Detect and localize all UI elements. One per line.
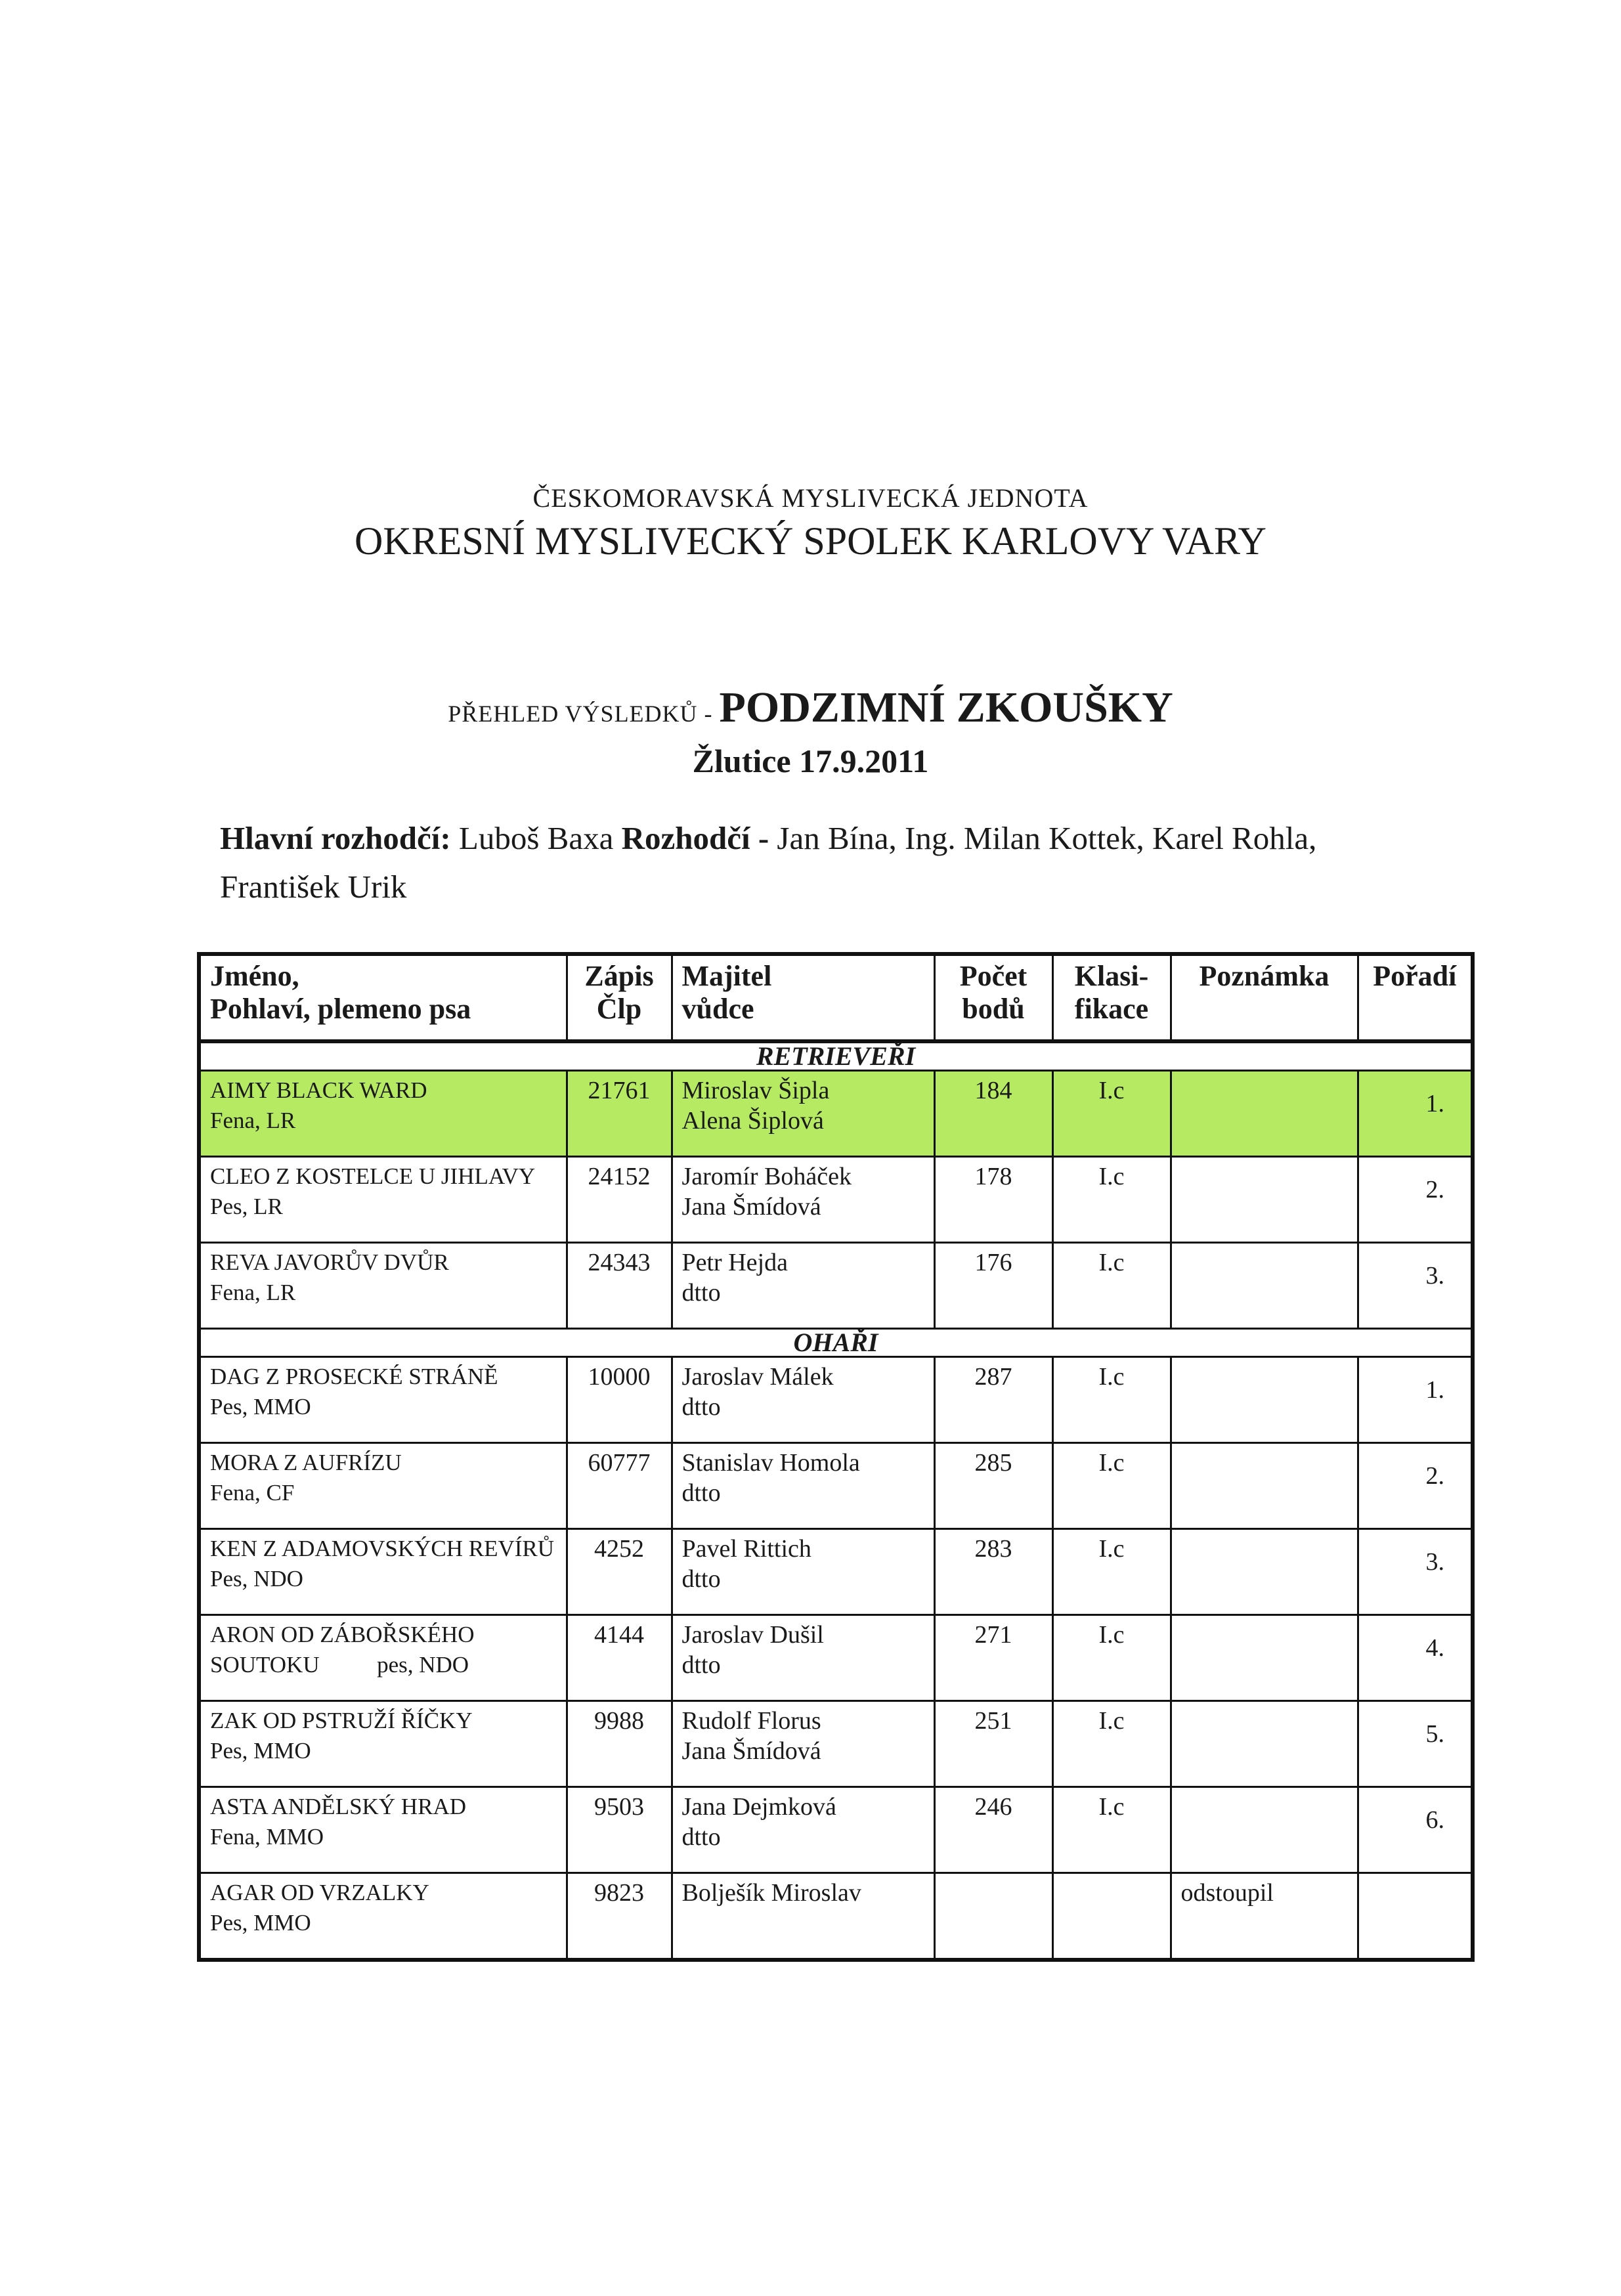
cell-points xyxy=(934,1443,1052,1529)
cell-class xyxy=(1052,1615,1171,1701)
handler-name: dtto xyxy=(681,1823,721,1851)
points-value: 178 xyxy=(974,1163,1012,1190)
dog-sex-breed: Fena, MMO xyxy=(210,1824,324,1850)
dog-name: REVA JAVORŮV DVŮR xyxy=(210,1249,449,1275)
cell-class xyxy=(1052,1157,1171,1243)
cell-owner xyxy=(672,1615,934,1701)
owner-name: Bolješík Miroslav xyxy=(681,1879,861,1907)
cell-dog xyxy=(199,1443,567,1529)
cell-owner xyxy=(672,1357,934,1443)
rank-value: 3. xyxy=(1425,1548,1444,1576)
date-place: Žlutice 17.9.2011 xyxy=(692,743,929,779)
cell-rank xyxy=(1358,1615,1473,1701)
section-title: OHAŘI xyxy=(199,1329,1473,1357)
class-value: I.c xyxy=(1098,1449,1125,1477)
cell-rank xyxy=(1358,1357,1473,1443)
cell-points xyxy=(934,1071,1052,1157)
table-row xyxy=(199,1071,1473,1157)
zapis-number: 4252 xyxy=(594,1535,644,1563)
col-header-class: Klasi- fikace xyxy=(1052,954,1171,1041)
cell-class xyxy=(1052,1701,1171,1787)
cell-zapis xyxy=(567,1157,672,1243)
head-judge-name: Luboš Baxa xyxy=(450,820,622,856)
cell-dog xyxy=(199,1787,567,1873)
points-value: 176 xyxy=(974,1249,1012,1276)
handler-name: dtto xyxy=(681,1651,721,1679)
dog-name: ARON OD ZÁBOŘSKÉHO xyxy=(210,1622,475,1647)
points-value: 271 xyxy=(974,1621,1012,1649)
rank-value: 1. xyxy=(1425,1376,1444,1404)
dog-sex-breed: Pes, LR xyxy=(210,1194,283,1219)
dog-sex-breed: Fena, CF xyxy=(210,1480,295,1505)
cell-rank xyxy=(1358,1443,1473,1529)
cell-note xyxy=(1171,1529,1358,1615)
cell-owner xyxy=(672,1701,934,1787)
note-text: odstoupil xyxy=(1180,1879,1274,1907)
cell-rank xyxy=(1358,1701,1473,1787)
owner-name: Jana Dejmková xyxy=(681,1793,836,1821)
cell-owner xyxy=(672,1873,934,1960)
owner-name: Jaroslav Málek xyxy=(681,1363,834,1391)
col-header-name: Jméno, Pohlaví, plemeno psa xyxy=(199,954,567,1041)
cell-rank xyxy=(1358,1243,1473,1329)
cell-rank xyxy=(1358,1873,1473,1960)
cell-owner xyxy=(672,1071,934,1157)
points-value: 283 xyxy=(974,1535,1012,1563)
dog-name: ZAK OD PSTRUŽÍ ŘÍČKY xyxy=(210,1708,473,1733)
table-row xyxy=(199,1701,1473,1787)
class-value: I.c xyxy=(1098,1793,1125,1821)
points-value: 184 xyxy=(974,1077,1012,1104)
class-value: I.c xyxy=(1098,1707,1125,1735)
table-header-row xyxy=(199,954,1473,1041)
rank-value: 1. xyxy=(1425,1090,1444,1117)
table-row xyxy=(199,1787,1473,1873)
table-row xyxy=(199,1243,1473,1329)
cell-owner xyxy=(672,1529,934,1615)
judges-line xyxy=(220,814,1402,911)
table-row xyxy=(199,1615,1473,1701)
cell-note xyxy=(1171,1071,1358,1157)
overview-prefix: PŘEHLED VÝSLEDKŮ - xyxy=(448,701,720,727)
cell-points xyxy=(934,1157,1052,1243)
rank-value: 6. xyxy=(1425,1806,1444,1834)
cell-points xyxy=(934,1529,1052,1615)
org-line2: OKRESNÍ MYSLIVECKÝ SPOLEK KARLOVY VARY xyxy=(354,519,1267,563)
cell-zapis xyxy=(567,1357,672,1443)
cell-points xyxy=(934,1615,1052,1701)
table-row xyxy=(199,1157,1473,1243)
cell-dog xyxy=(199,1529,567,1615)
col-header-points: Počet bodů xyxy=(934,954,1052,1041)
class-value: I.c xyxy=(1098,1249,1125,1276)
cell-rank xyxy=(1358,1071,1473,1157)
cell-zapis xyxy=(567,1615,672,1701)
zapis-number: 24343 xyxy=(588,1249,651,1276)
section-row xyxy=(199,1329,1473,1357)
table-row xyxy=(199,1529,1473,1615)
cell-dog xyxy=(199,1071,567,1157)
zapis-number: 24152 xyxy=(588,1163,651,1190)
handler-name: dtto xyxy=(681,1479,721,1507)
cell-points xyxy=(934,1357,1052,1443)
cell-note xyxy=(1171,1701,1358,1787)
cell-points xyxy=(934,1243,1052,1329)
zapis-number: 60777 xyxy=(588,1449,651,1477)
rank-value: 2. xyxy=(1425,1176,1444,1203)
dog-sex-breed: Fena, LR xyxy=(210,1280,296,1305)
cell-note xyxy=(1171,1787,1358,1873)
dog-name: AGAR OD VRZALKY xyxy=(210,1880,429,1905)
zapis-number: 9823 xyxy=(594,1879,644,1907)
col-header-note: Poznámka xyxy=(1171,954,1358,1041)
handler-name: dtto xyxy=(681,1565,721,1593)
cell-points xyxy=(934,1787,1052,1873)
cell-note xyxy=(1171,1357,1358,1443)
cell-note xyxy=(1171,1443,1358,1529)
dog-sex-breed: Pes, MMO xyxy=(210,1910,311,1936)
dog-sex-breed: Pes, MMO xyxy=(210,1738,311,1764)
owner-name: Pavel Rittich xyxy=(681,1535,811,1563)
zapis-number: 9503 xyxy=(594,1793,644,1821)
points-value: 251 xyxy=(974,1707,1012,1735)
org-line1: ČESKOMORAVSKÁ MYSLIVECKÁ JEDNOTA xyxy=(532,483,1089,513)
owner-name: Rudolf Florus xyxy=(681,1707,821,1735)
cell-owner xyxy=(672,1157,934,1243)
rank-value: 5. xyxy=(1425,1720,1444,1748)
cell-dog xyxy=(199,1701,567,1787)
col-header-owner: Majitel vůdce xyxy=(672,954,934,1041)
head-judge-label: Hlavní rozhodčí: xyxy=(220,820,451,856)
class-value: I.c xyxy=(1098,1621,1125,1649)
dog-name: DAG Z PROSECKÉ STRÁNĚ xyxy=(210,1364,498,1389)
rank-value: 2. xyxy=(1425,1462,1444,1490)
rank-value: 4. xyxy=(1425,1634,1444,1662)
cell-zapis xyxy=(567,1443,672,1529)
cell-owner xyxy=(672,1243,934,1329)
cell-class xyxy=(1052,1443,1171,1529)
owner-name: Stanislav Homola xyxy=(681,1449,860,1477)
cell-note xyxy=(1171,1243,1358,1329)
judges-names: Jan Bína, Ing. Milan Kottek, Karel Rohla, František Urik xyxy=(220,820,1317,905)
cell-points xyxy=(934,1701,1052,1787)
class-value: I.c xyxy=(1098,1077,1125,1104)
cell-dog xyxy=(199,1157,567,1243)
dog-name: ASTA ANDĚLSKÝ HRAD xyxy=(210,1794,467,1819)
dog-sex-breed: Pes, NDO xyxy=(210,1566,303,1592)
dog-name: CLEO Z KOSTELCE U JIHLAVY xyxy=(210,1163,536,1189)
section-row xyxy=(199,1041,1473,1071)
handler-name: dtto xyxy=(681,1279,721,1307)
class-value: I.c xyxy=(1098,1535,1125,1563)
overview-main: PODZIMNÍ ZKOUŠKY xyxy=(719,683,1173,731)
handler-name: Alena Šiplová xyxy=(681,1107,824,1135)
handler-name: dtto xyxy=(681,1393,721,1421)
points-value: 246 xyxy=(974,1793,1012,1821)
cell-note xyxy=(1171,1157,1358,1243)
cell-zapis xyxy=(567,1873,672,1960)
results-table xyxy=(197,952,1475,1962)
cell-rank xyxy=(1358,1787,1473,1873)
points-value: 287 xyxy=(974,1363,1012,1391)
dog-sex-breed: Fena, LR xyxy=(210,1108,296,1133)
table-row xyxy=(199,1443,1473,1529)
cell-zapis xyxy=(567,1529,672,1615)
handler-name: Jana Šmídová xyxy=(681,1737,821,1765)
cell-class xyxy=(1052,1787,1171,1873)
dog-sex-breed: SOUTOKU pes, NDO xyxy=(210,1652,469,1678)
class-value: I.c xyxy=(1098,1163,1125,1190)
cell-dog xyxy=(199,1615,567,1701)
dog-name: KEN Z ADAMOVSKÝCH REVÍRŮ xyxy=(210,1536,555,1561)
cell-owner xyxy=(672,1443,934,1529)
table-row xyxy=(199,1873,1473,1960)
rank-value: 3. xyxy=(1425,1262,1444,1289)
zapis-number: 9988 xyxy=(594,1707,644,1735)
cell-dog xyxy=(199,1873,567,1960)
col-header-rank: Pořadí xyxy=(1358,954,1473,1041)
cell-zapis xyxy=(567,1787,672,1873)
dog-name: AIMY BLACK WARD xyxy=(210,1077,427,1103)
cell-zapis xyxy=(567,1071,672,1157)
cell-class xyxy=(1052,1529,1171,1615)
cell-class xyxy=(1052,1357,1171,1443)
owner-name: Miroslav Šipla xyxy=(681,1077,830,1104)
cell-dog xyxy=(199,1243,567,1329)
cell-note xyxy=(1171,1615,1358,1701)
zapis-number: 21761 xyxy=(588,1077,651,1104)
owner-name: Petr Hejda xyxy=(681,1249,788,1276)
owner-name: Jaromír Boháček xyxy=(681,1163,852,1190)
dog-sex-breed: Pes, MMO xyxy=(210,1394,311,1419)
dog-name: MORA Z AUFRÍZU xyxy=(210,1450,402,1475)
section-title: RETRIEVEŘI xyxy=(199,1041,1473,1071)
points-value: 285 xyxy=(974,1449,1012,1477)
cell-owner xyxy=(672,1787,934,1873)
cell-points xyxy=(934,1873,1052,1960)
cell-zapis xyxy=(567,1701,672,1787)
col-header-zapis: Zápis Člp xyxy=(567,954,672,1041)
overview-title xyxy=(0,683,1621,733)
owner-name: Jaroslav Dušil xyxy=(681,1621,824,1649)
cell-class xyxy=(1052,1243,1171,1329)
class-value: I.c xyxy=(1098,1363,1125,1391)
cell-zapis xyxy=(567,1243,672,1329)
cell-class xyxy=(1052,1071,1171,1157)
judges-label: Rozhodčí - xyxy=(621,820,769,856)
cell-note xyxy=(1171,1873,1358,1960)
handler-name: Jana Šmídová xyxy=(681,1193,821,1221)
cell-dog xyxy=(199,1357,567,1443)
cell-rank xyxy=(1358,1157,1473,1243)
cell-rank xyxy=(1358,1529,1473,1615)
table-row xyxy=(199,1357,1473,1443)
cell-class xyxy=(1052,1873,1171,1960)
zapis-number: 10000 xyxy=(588,1363,651,1391)
zapis-number: 4144 xyxy=(594,1621,644,1649)
